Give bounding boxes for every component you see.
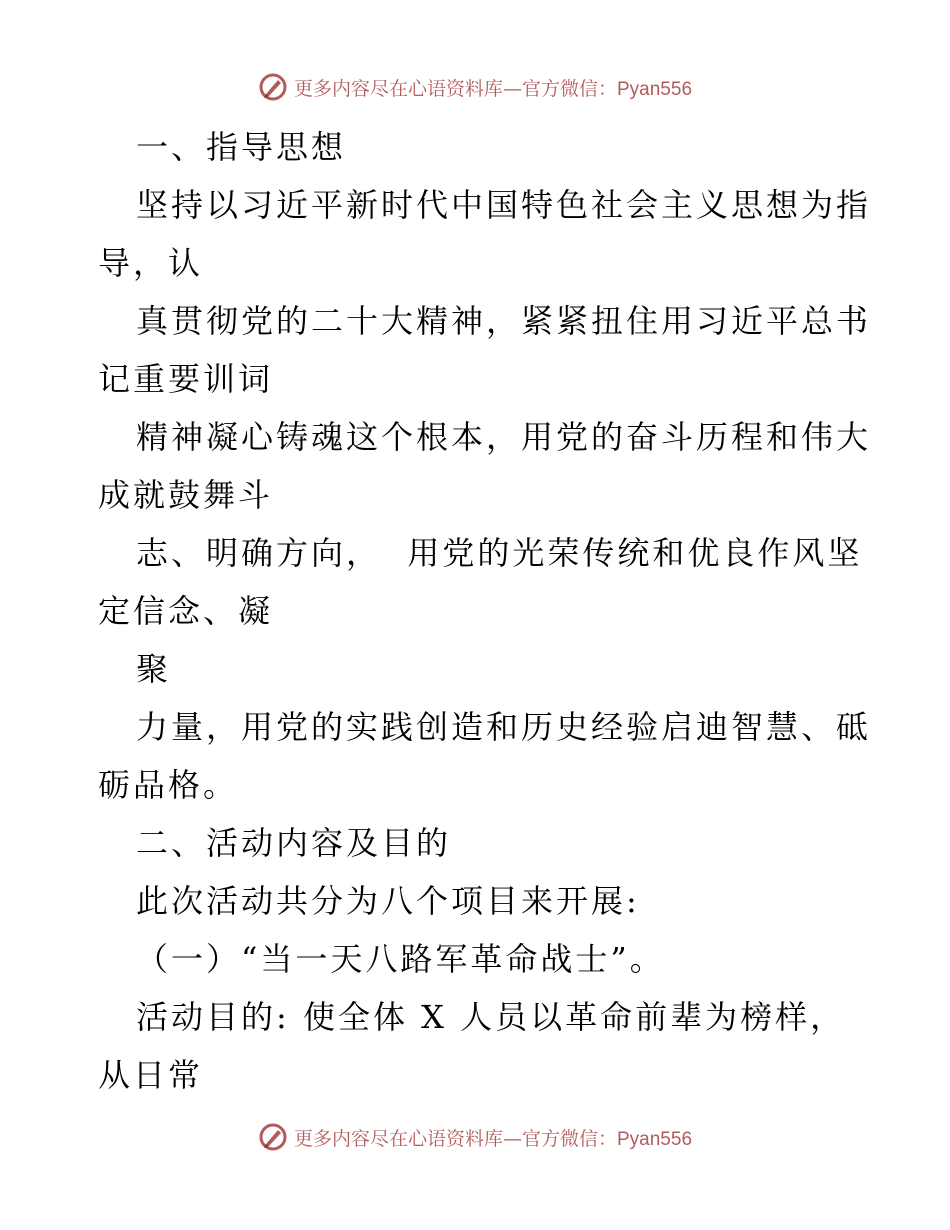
paragraph-line: 成就鼓舞斗 bbox=[98, 476, 274, 514]
paragraph-line: 坚持以习近平新时代中国特色社会主义思想为指 bbox=[136, 186, 872, 224]
footer-watermark bbox=[0, 1122, 950, 1152]
header-watermark bbox=[0, 72, 950, 102]
paragraph-line: 精神凝心铸魂这个根本，用党的奋斗历程和伟大 bbox=[136, 418, 872, 456]
paragraph-line: 活动目的: 使全体 X 人员以革命前辈为榜样， bbox=[136, 998, 846, 1036]
paragraph-line: 定信念、凝 bbox=[98, 592, 274, 630]
watermark-text: 更多内容尽在心语资料库—官方微信：Pyan556 bbox=[293, 77, 693, 100]
watermark-text: 更多内容尽在心语资料库—官方微信：Pyan556 bbox=[293, 1127, 693, 1150]
item-heading: （一）“当一天八路军革命战士”。 bbox=[136, 940, 665, 978]
pen-logo-icon bbox=[258, 72, 288, 102]
paragraph-line: 聚 bbox=[136, 650, 172, 688]
heading-guiding-thought: 一、指导思想 bbox=[136, 128, 347, 166]
document-body bbox=[98, 118, 872, 1104]
heading-activity-content: 二、活动内容及目的 bbox=[136, 824, 452, 862]
paragraph-line: 力量，用党的实践创造和历史经验启迪智慧、砥 bbox=[136, 708, 872, 746]
paragraph-line: 志、明确方向， 用党的光荣传统和优良作风坚 bbox=[136, 534, 863, 572]
pen-logo-icon bbox=[258, 1122, 288, 1152]
paragraph-line: 砺品格。 bbox=[98, 766, 239, 804]
paragraph-line: 记重要训词 bbox=[98, 360, 274, 398]
paragraph-line: 导，认 bbox=[98, 244, 204, 282]
paragraph-line: 此次活动共分为八个项目来开展: bbox=[136, 882, 640, 920]
paragraph-line: 从日常 bbox=[98, 1056, 204, 1094]
paragraph-line: 真贯彻党的二十大精神，紧紧扭住用习近平总书 bbox=[136, 302, 872, 340]
